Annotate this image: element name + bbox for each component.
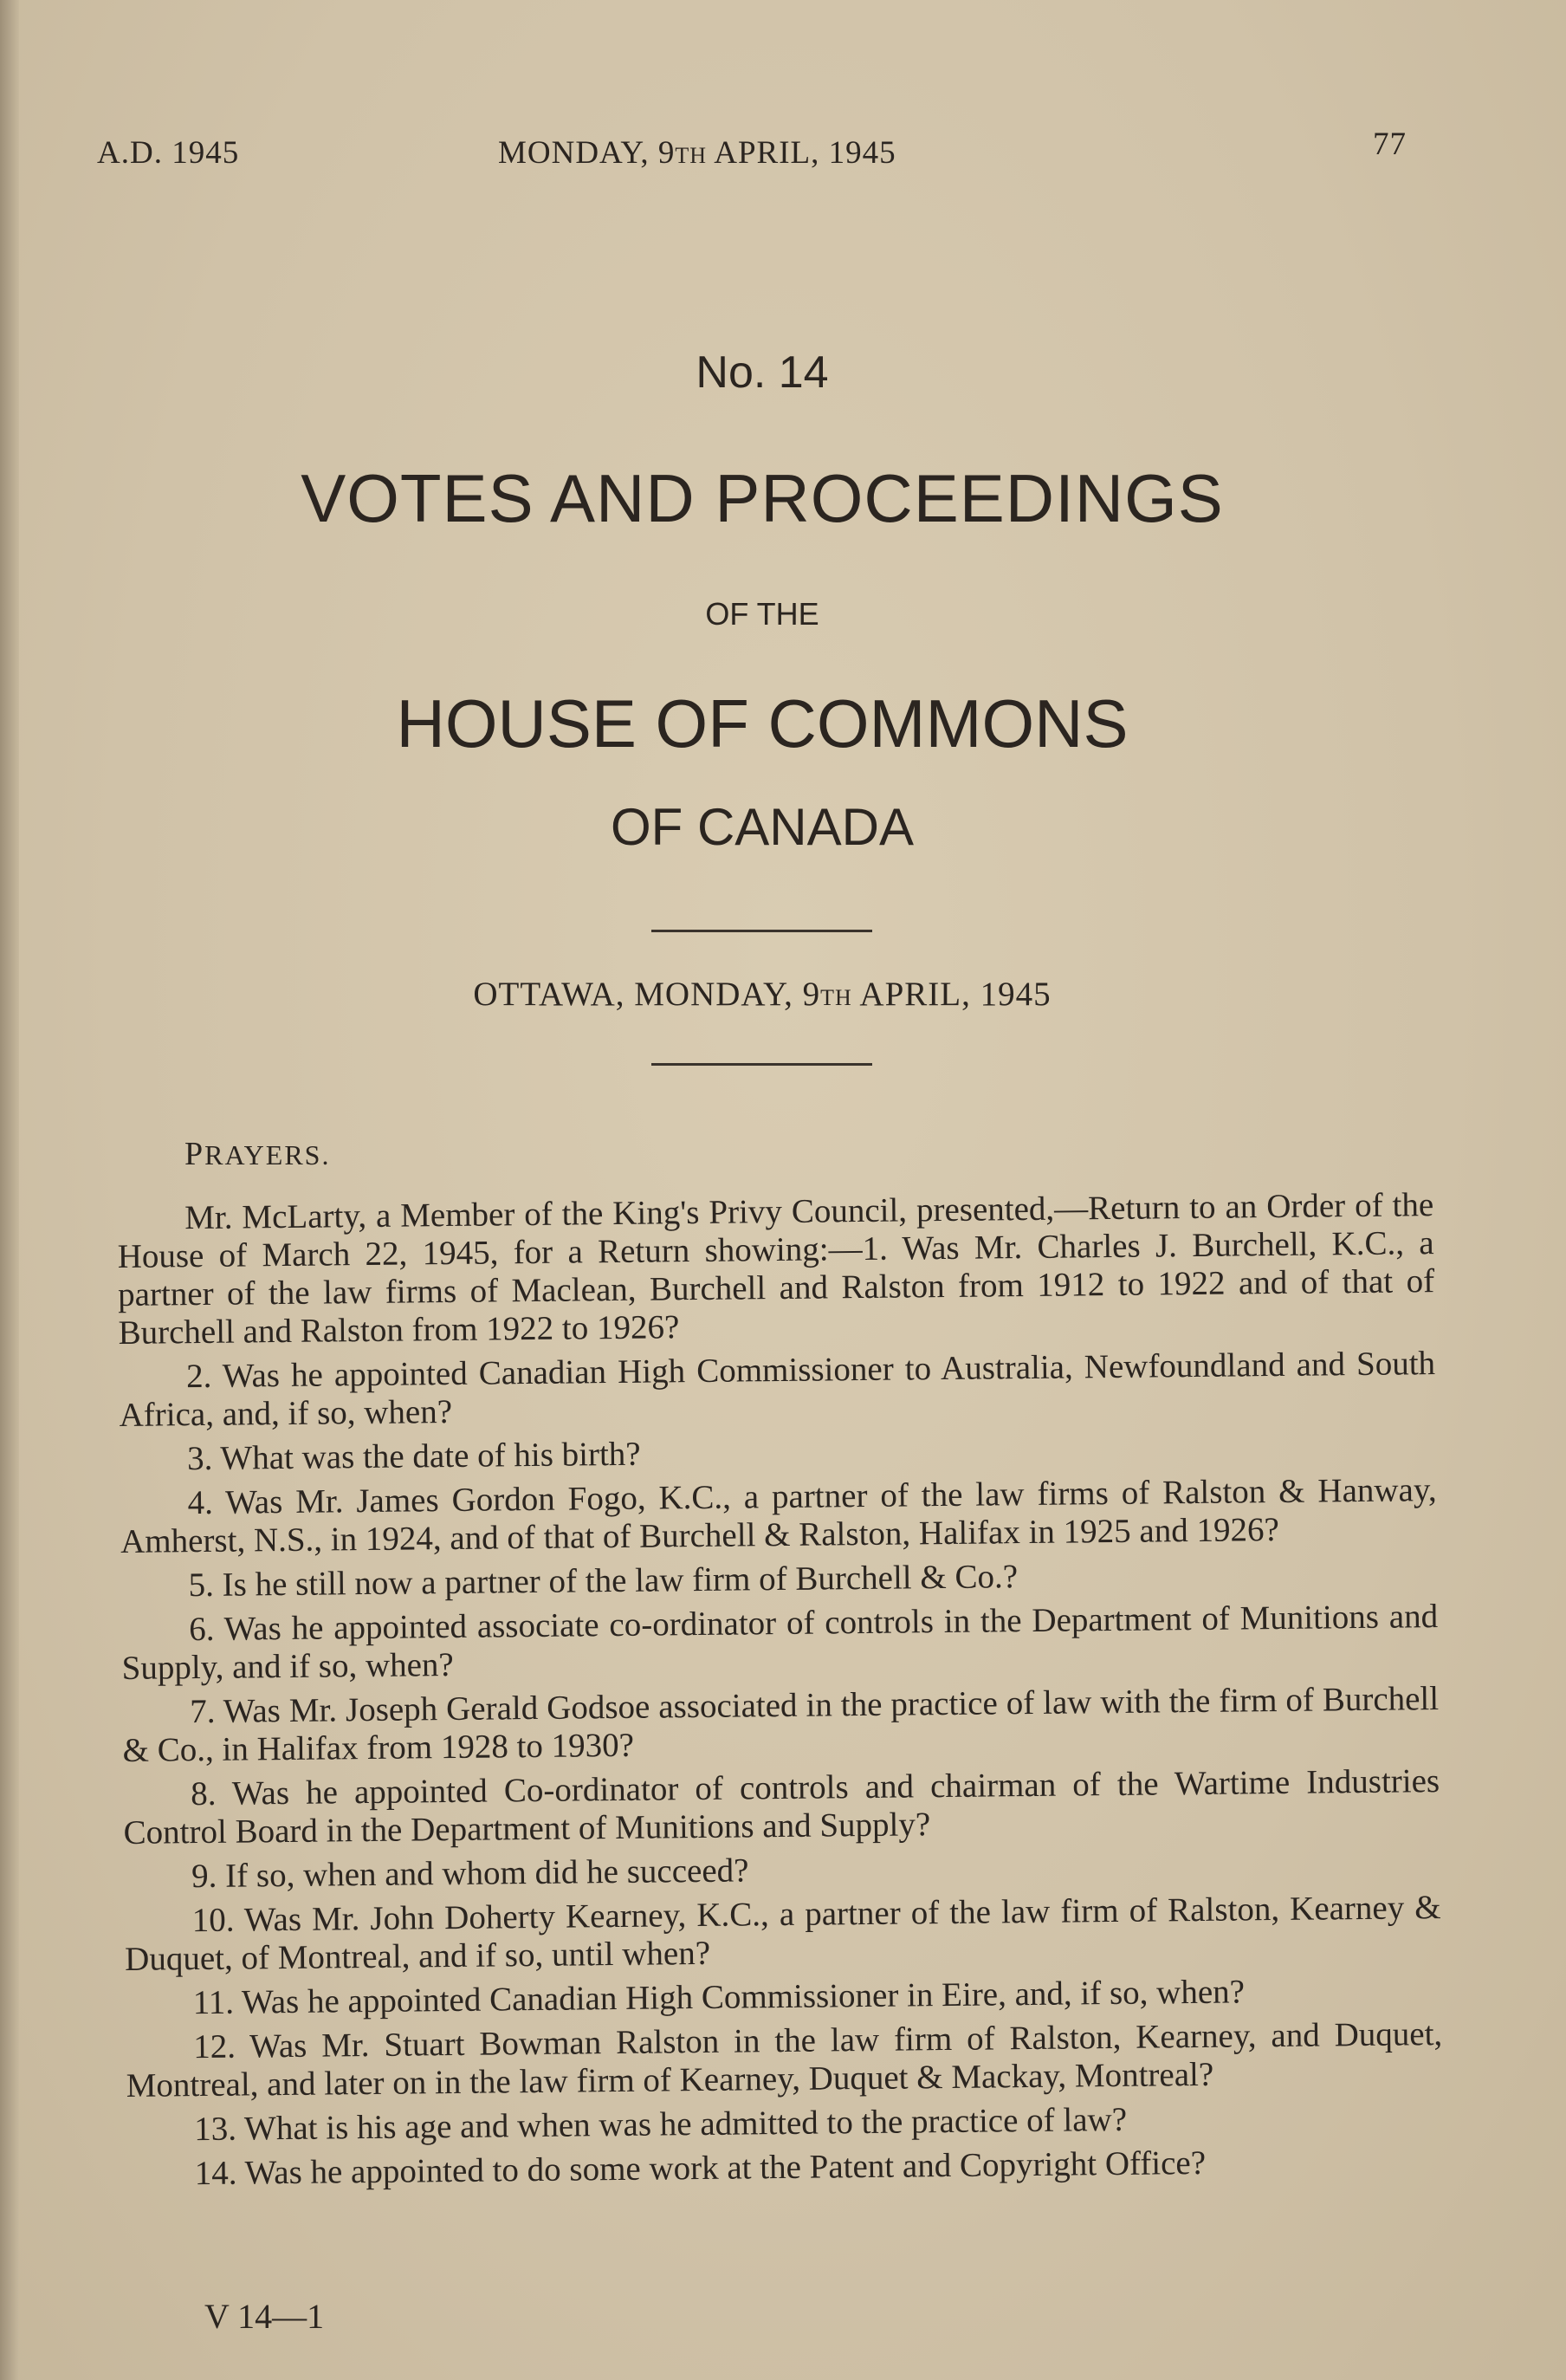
prayers-initial: P bbox=[184, 1136, 205, 1172]
proceedings-body bbox=[117, 1186, 1444, 2200]
paragraph: 3. What was the date of his birth? bbox=[186, 1435, 641, 1478]
dateline-pre: OTTAWA, MONDAY, 9 bbox=[473, 976, 821, 1013]
issue-number: No. 14 bbox=[696, 347, 829, 398]
paragraph: 14. Was he appointed to do some work at the Patent and Copyright Office? bbox=[194, 2143, 1207, 2193]
dateline bbox=[0, 975, 1524, 1014]
page-number: 77 bbox=[1373, 126, 1407, 162]
paragraph: 2. Was he appointed Canadian High Commissioner to Australia, Newfoundland and South Africa, and, if so, when? bbox=[119, 1345, 1436, 1434]
title-of-the: OF THE bbox=[705, 596, 819, 632]
paragraph: 4. Was Mr. James Gordon Fogo, K.C., a partner of the law firms of Ralston & Hanway, Amherst, N.S., in 1924, and of that of Burchell & Ralston, Halifax in 1925 and 1926? bbox=[120, 1471, 1437, 1560]
paragraph: 5. Is he still now a partner of the law firm of Burchell & Co.? bbox=[188, 1558, 1019, 1605]
paragraph: 9. If so, when and whom did he succeed? bbox=[191, 1851, 749, 1896]
paragraph: 8. Was he appointed Co-ordinator of controls and chairman of the Wartime Industries Control Board in the Department of Munitions and Supply? bbox=[123, 1762, 1440, 1851]
prayers-rest: RAYERS. bbox=[204, 1139, 331, 1171]
title-of-canada: OF CANADA bbox=[610, 798, 915, 856]
dateline-post: APRIL, 1945 bbox=[851, 976, 1052, 1013]
running-head-date bbox=[498, 134, 896, 172]
divider-rule-top bbox=[651, 930, 872, 932]
paragraph: 6. Was he appointed associate co-ordinator of controls in the Department of Munitions and Supply, and if so, when? bbox=[121, 1598, 1439, 1687]
paragraph: 11. Was he appointed Canadian High Commissioner in Eire, and, if so, when? bbox=[192, 1973, 1246, 2022]
title-house: HOUSE OF COMMONS bbox=[396, 685, 1129, 762]
running-head-date-ordinal: TH bbox=[675, 143, 708, 168]
paragraph: Mr. McLarty, a Member of the King's Privy Council, presented,—Return to an Order of the House of March 22, 1945, for a Return showing:—1. Was Mr. Charles J. Burchell, K.C., a partner of the law firms of Maclean, Burchell and Ralston from 1912 to 1922 and of that of Burchell and Ralston from 1922 to 1926? bbox=[117, 1186, 1435, 1352]
prayers-heading bbox=[184, 1135, 330, 1173]
signature-mark: V 14—1 bbox=[204, 2297, 325, 2336]
paragraph: 13. What is his age and when was he admitted to the practice of law? bbox=[194, 2100, 1128, 2149]
paragraph: 12. Was Mr. Stuart Bowman Ralston in the law firm of Ralston, Kearney, and Duquet, Montreal, and later on in the law firm of Kearney, Duquet & Mackay, Montreal? bbox=[126, 2015, 1443, 2104]
divider-rule-bottom bbox=[651, 1063, 872, 1066]
paragraph: 10. Was Mr. John Doherty Kearney, K.C., a partner of the law firm of Ralston, Kearney & Duquet, of Montreal, and if so, until when? bbox=[124, 1889, 1441, 1978]
running-head-year: A.D. 1945 bbox=[97, 135, 240, 171]
document-title: VOTES AND PROCEEDINGS bbox=[301, 460, 1224, 536]
dateline-ordinal: TH bbox=[820, 985, 852, 1010]
running-head-date-post: APRIL, 1945 bbox=[707, 135, 896, 171]
paragraph: 7. Was Mr. Joseph Gerald Godsoe associated in the practice of law with the firm of Burchell & Co., in Halifax from 1928 to 1930? bbox=[122, 1680, 1440, 1769]
running-head-date-pre: MONDAY, 9 bbox=[498, 135, 676, 171]
